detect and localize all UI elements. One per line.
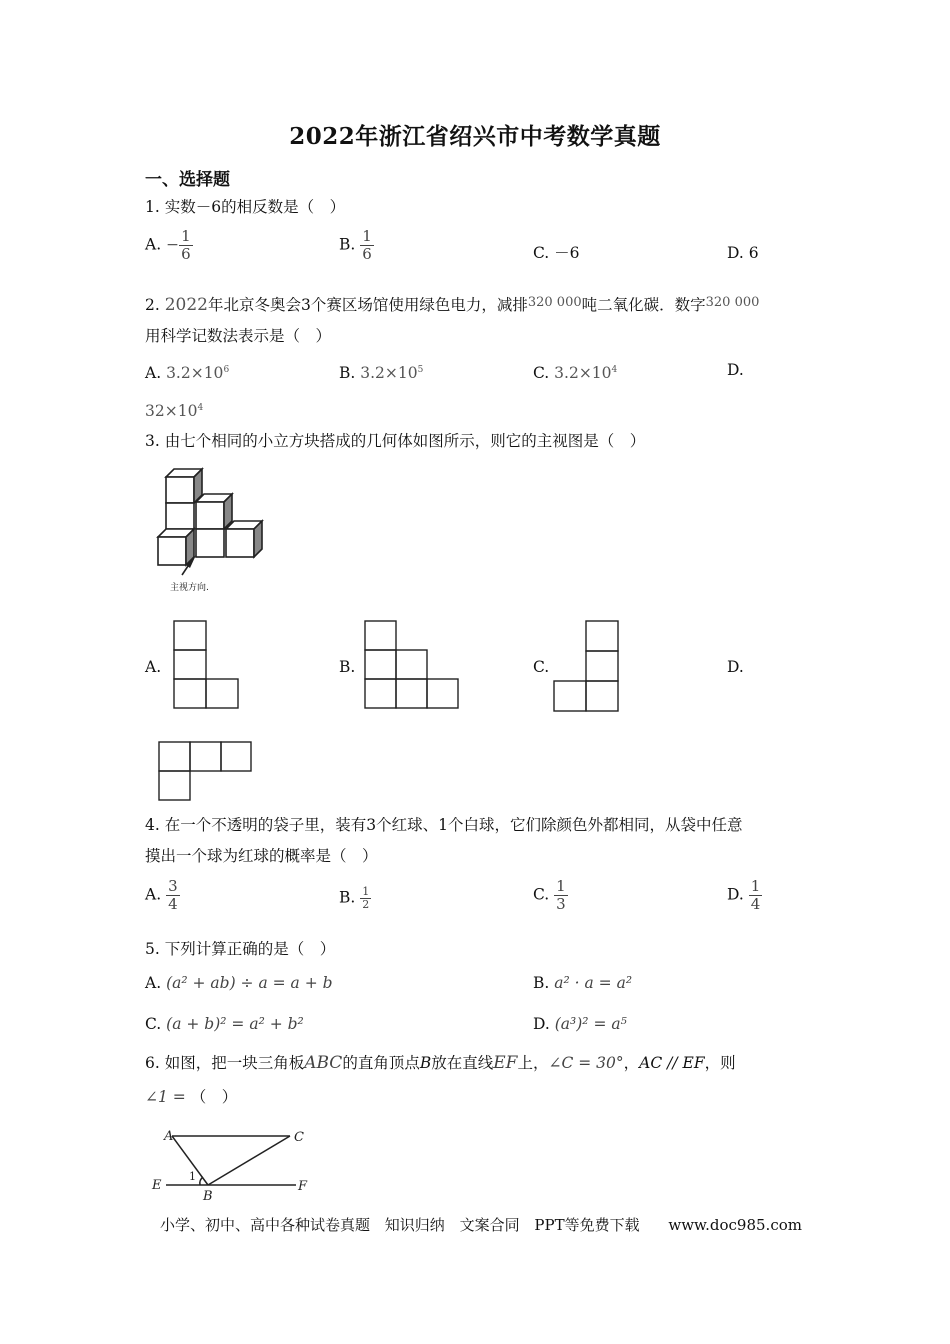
document-title: 2022年浙江省绍兴市中考数学真题 (289, 123, 661, 150)
footer-item: 文案合同 (459, 1216, 520, 1234)
q5-option-a: A. (a² + ab) ÷ a = a + b (145, 974, 333, 992)
q2-option-a: A. $3.2\times 10^6$ (145, 364, 230, 383)
section-heading: 一、选择题 (145, 170, 230, 190)
q5-stem: 5. 下列计算正确的是（ ） (145, 940, 336, 958)
q3-option-b-label: B. (339, 658, 356, 676)
q1-option-d: D. 6 (727, 244, 759, 262)
q2-option-c: C. $3.2\times 10^4$ (533, 364, 618, 383)
q3-cube-figure (150, 465, 280, 595)
q4-option-b: B. $\frac{1}{2}$ (339, 885, 370, 911)
q2-stem-line-2: 用科学记数法表示是（ ） (145, 327, 332, 345)
fig-label-b: B (203, 1189, 213, 1204)
q5-option-b: B. a² · a = a² (533, 974, 633, 992)
q3-option-c-figure (553, 620, 623, 714)
q3-option-a-figure (173, 620, 241, 712)
fig-label-a: A (164, 1129, 174, 1144)
q4-stem-line-2: 摸出一个球为红球的概率是（ ） (145, 847, 378, 865)
q2-option-d-value: $32\times 10^4$ (145, 402, 204, 421)
fig-label-f: F (298, 1179, 308, 1194)
q6-stem-line-1: 6. 如图，把一块三角板ABC的直角顶点B放在直线EF上，∠C = 30°，AC // EF，则 (145, 1053, 736, 1073)
fig-angle-1-label: 1 (189, 1170, 196, 1183)
q3-option-c-label: C. (533, 658, 550, 676)
footer-item: PPT等免费下载 (534, 1216, 640, 1234)
footer-url[interactable]: www.doc985.com (668, 1216, 802, 1234)
q3-option-b-figure (364, 620, 462, 712)
q4-option-a: A. $\frac{3}{4}$ (145, 877, 178, 913)
footer-item: 小学、初中、高中各种试卷真题 (160, 1216, 371, 1234)
q2-option-d-label: D. (727, 361, 744, 379)
q3-stem: 3. 由七个相同的小立方块搭成的几何体如图所示，则它的主视图是（ ） (145, 432, 646, 450)
q3-option-d-label: D. (727, 658, 744, 676)
q1-option-c: C. －6 (533, 244, 580, 262)
fig-label-e: E (152, 1178, 162, 1193)
q4-option-c: C. $\frac{1}{3}$ (533, 877, 566, 913)
q5-option-c: C. (a + b)² = a² + b² (145, 1015, 304, 1033)
page-footer (160, 1214, 812, 1235)
q3-option-a-label: A. (145, 658, 162, 676)
q4-stem-line-1: 4. 在一个不透明的袋子里，装有3个红球、1个白球，它们除颜色外都相同，从袋中任意 (145, 816, 743, 834)
q1-option-a: A. − $\frac{1}{6}$ (145, 227, 191, 263)
q2-option-b: B. $3.2\times 10^5$ (339, 364, 424, 383)
q6-triangle-figure (150, 1124, 320, 1204)
q3-option-d-figure (158, 741, 254, 803)
q2-stem-line-1: 2. 2022年北京冬奥会3个赛区场馆使用绿色电力，减排$^{320 000}$吨二氧化碳．数字$^{320 000}$ (145, 295, 760, 315)
fig-label-c: C (294, 1130, 304, 1145)
footer-item: 知识归纳 (384, 1216, 445, 1234)
q6-stem-line-2: ∠1 = （ ） (145, 1088, 238, 1106)
view-direction-label: 主视方向. (170, 583, 209, 593)
q1-option-b: B. $\frac{1}{6}$ (339, 227, 372, 263)
q1-stem: 1. 实数－6的相反数是（ ） (145, 198, 346, 216)
q4-option-d: D. $\frac{1}{4}$ (727, 877, 761, 913)
q5-option-d: D. (a³)² = a⁵ (533, 1015, 627, 1033)
